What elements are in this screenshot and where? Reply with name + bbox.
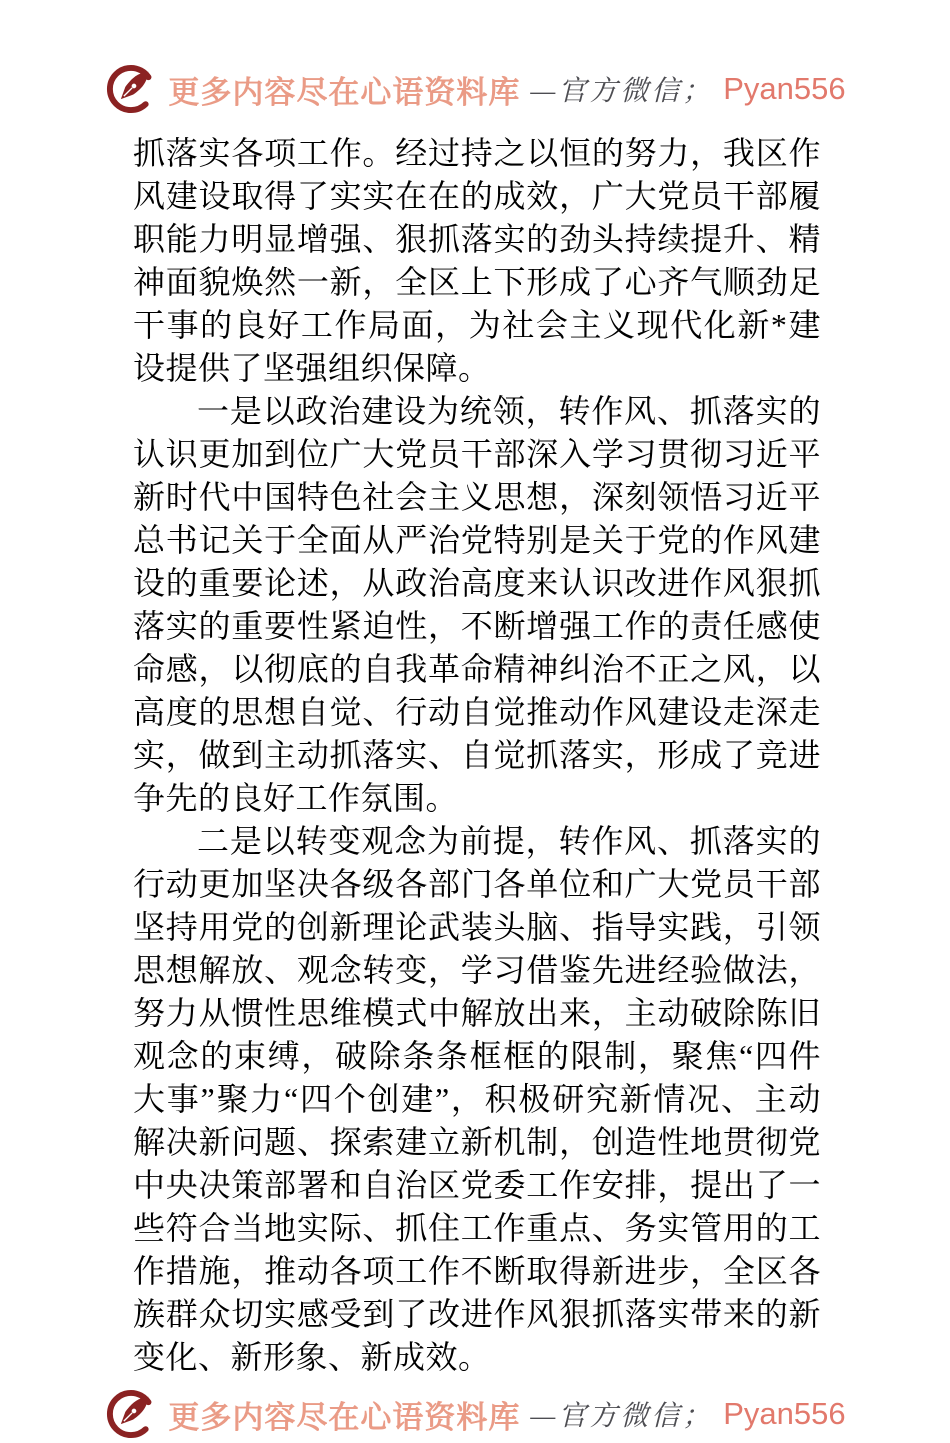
document-body xyxy=(133,132,821,1379)
watermark-brand-text: 更多内容尽在心语资料库 xyxy=(168,1399,521,1435)
paragraph-point-one: 一是以政治建设为统领，转作风、抓落实的认识更加到位广大党员干部深入学习贯彻习近平新时代中国特色社会主义思想，深刻领悟习近平总书记关于全面从严治党特别是关于党的作风建设的重要论述，从政治高度来认识改进作风狠抓落实的重要性紧迫性，不断增强工作的责任感使命感，以彻底的自我革命精神纠治不正之风，以高度的思想自觉、行动自觉推动作风建设走深走实，做到主动抓落实、自觉抓落实，形成了竞进争先的良好工作氛围。 xyxy=(133,393,821,816)
document-page xyxy=(0,60,950,1435)
pen-in-circle-logo-icon xyxy=(104,1387,158,1441)
watermark-footer xyxy=(0,1385,950,1443)
watermark-separator-text: —官方微信； xyxy=(530,76,714,107)
watermark-separator-text: —官方微信； xyxy=(530,1401,714,1432)
paragraph-continuation: 抓落实各项工作。经过持之以恒的努力，我区作风建设取得了实实在在的成效，广大党员干部履职能力明显增强、狠抓落实的劲头持续提升、精神面貌焕然一新，全区上下形成了心齐气顺劲足干事的良好工作局面，为社会主义现代化新*建设提供了坚强组织保障。 xyxy=(133,135,821,386)
pen-in-circle-logo-icon xyxy=(104,62,158,116)
paragraph-point-two: 二是以转变观念为前提，转作风、抓落实的行动更加坚决各级各部门各单位和广大党员干部坚持用党的创新理论武装头脑、指导实践，引领思想解放、观念转变，学习借鉴先进经验做法，努力从惯性思维模式中解放出来，主动破除陈旧观念的束缚，破除条条框框的限制，聚焦“四件大事”聚力“四个创建”，积极研究新情况、主动解决新问题、探索建立新机制，创造性地贯彻党中央决策部署和自治区党委工作安排，提出了一些符合当地实际、抓住工作重点、务实管用的工作措施，推动各项工作不断取得新进步，全区各族群众切实感受到了改进作风狠抓落实带来的新变化、新形象、新成效。 xyxy=(133,823,821,1375)
watermark-account-text: Pyan556 xyxy=(723,1396,846,1431)
watermark-brand-text: 更多内容尽在心语资料库 xyxy=(168,74,521,110)
watermark-header xyxy=(0,60,950,118)
watermark-account-text: Pyan556 xyxy=(723,71,846,106)
